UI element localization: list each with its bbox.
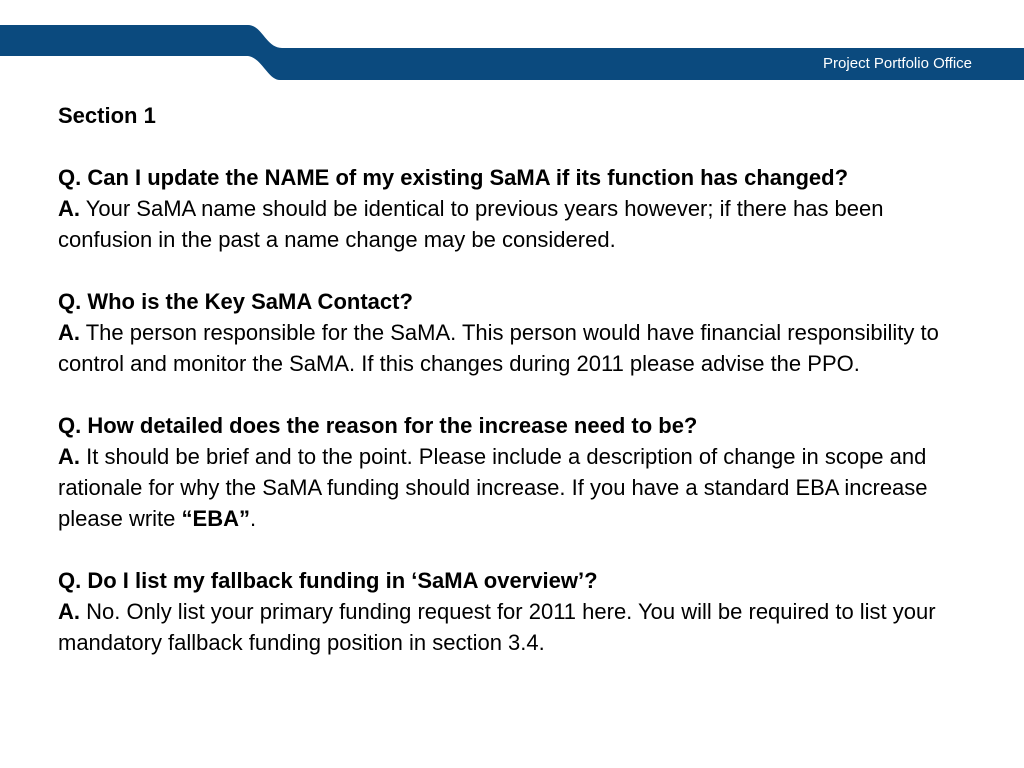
answer-suffix: .: [249, 506, 257, 531]
answer-emphasis: “EBA”: [181, 506, 250, 531]
faq-content: [58, 100, 978, 689]
answer-prefix: A.: [58, 444, 80, 469]
question: Q. How detailed does the reason for the increase need to be?: [58, 413, 698, 438]
qa-item: [58, 286, 978, 379]
answer: [58, 441, 978, 534]
answer-prefix: A.: [58, 320, 80, 345]
header-banner: [0, 0, 1024, 90]
header-title: Project Portfolio Office: [823, 55, 972, 72]
answer: [58, 317, 978, 379]
answer: [58, 193, 978, 255]
qa-item: [58, 410, 978, 534]
answer-text: Your SaMA name should be identical to previous years however; if there has been confusion in the past a name change may be considered.: [58, 196, 884, 252]
question: Q. Who is the Key SaMA Contact?: [58, 289, 413, 314]
answer: [58, 596, 978, 658]
answer-text: The person responsible for the SaMA. This person would have financial responsibility to control and monitor the SaMA. If this changes during 2011 please advise the PPO.: [58, 320, 939, 376]
answer-text: No. Only list your primary funding request for 2011 here. You will be required to list your mandatory fallback funding position in section 3.4.: [58, 599, 936, 655]
qa-item: [58, 565, 978, 658]
answer-prefix: A.: [58, 599, 80, 624]
answer-text: It should be brief and to the point. Please include a description of change in scope and rationale for why the SaMA funding should increase. If you have a standard EBA increase please write: [58, 444, 928, 531]
qa-item: [58, 162, 978, 255]
question: Q. Do I list my fallback funding in ‘SaMA overview’?: [58, 568, 598, 593]
answer-prefix: A.: [58, 196, 80, 221]
section-title: Section 1: [58, 103, 156, 128]
question: Q. Can I update the NAME of my existing SaMA if its function has changed?: [58, 165, 849, 190]
header-band-shape: [0, 0, 1024, 90]
